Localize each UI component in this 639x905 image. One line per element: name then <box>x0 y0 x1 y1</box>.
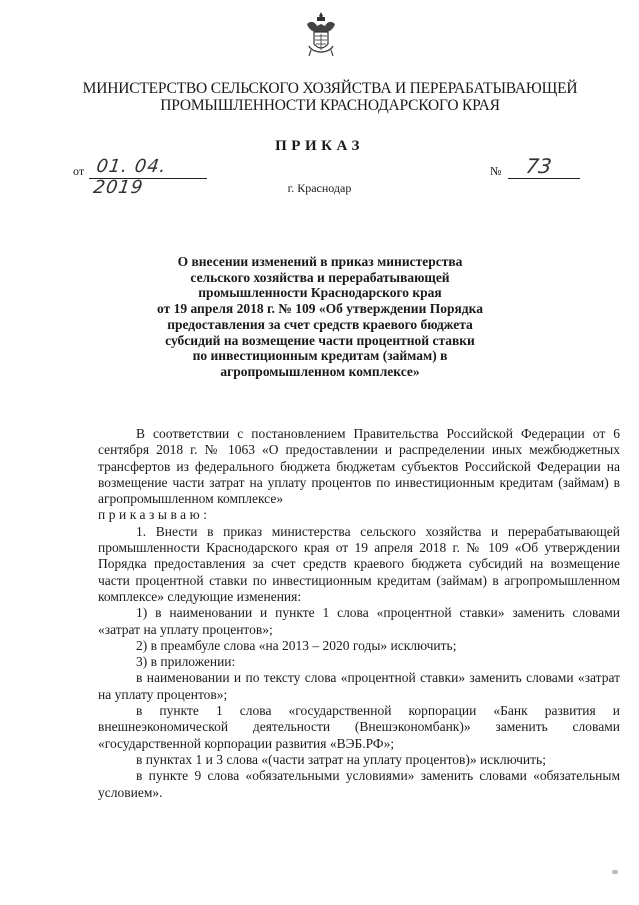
body-subitem-3: 3) в приложении: <box>136 654 236 670</box>
body-subitem-3a: в наименовании и по тексту слова «процентной ставки» заменить словами «затрат на уплату процентов»; <box>98 670 620 702</box>
heading-line: субсидий на возмещение части процентной ставки <box>165 332 475 348</box>
date-underline <box>89 178 207 179</box>
heading-line: по инвестиционным кредитам (займам) в <box>192 348 448 364</box>
order-title: ПРИКАЗ <box>275 138 364 154</box>
body-intro: В соответствии с постановлением Правительства Российской Федерации от 6 сентября 2018 г. № 1063 «О предоставлении и распределении иных межбюджетных трансфертов из федерального бюджета бюджетам субъектов Российской Федерации на возмещение части затрат на уплату процентов по инвестиционным кредитам (займам) в агропромышленном комплексе» <box>98 426 620 507</box>
ministry-line-1: МИНИСТЕРСТВО СЕЛЬСКОГО ХОЗЯЙСТВА И ПЕРЕРАБАТЫВАЮЩЕЙ <box>82 80 578 97</box>
coat-of-arms-icon <box>303 10 339 58</box>
body-subitem-3b: в пункте 1 слова «государственной корпорации «Банк развития и внешнеэкономической деятельности (Внешэкономбанк)» заменить словами «государственной корпорации развития «ВЭБ.РФ»; <box>98 703 620 751</box>
body-item-1: 1. Внести в приказ министерства сельского хозяйства и перерабатывающей промышленности Краснодарского края от 19 апреля 2018 г. № 109 «Об утверждении Порядка предоставления за счет средств краевого бюджета субсидий на возмещение части процентной ставки по инвестиционным кредитам (займам) в агропромышленном комплексе» следующие изменения: <box>98 523 620 604</box>
heading-line: О внесении изменений в приказ министерства <box>177 254 463 269</box>
heading-line: агропромышленном комплексе» <box>220 363 420 379</box>
order-body <box>98 426 620 801</box>
ministry-line-2: ПРОМЫШЛЕННОСТИ КРАСНОДАРСКОГО КРАЯ <box>160 97 500 114</box>
heading-line: промышленности Краснодарского края <box>198 285 442 301</box>
order-date <box>73 156 213 198</box>
order-heading <box>120 254 520 380</box>
city: г. Краснодар <box>287 181 352 195</box>
number-value: 73 <box>524 154 554 178</box>
order-number <box>490 154 590 182</box>
body-subitem-1: 1) в наименовании и пункте 1 слова «процентной ставки» заменить словами «затрат на уплату процентов»; <box>98 605 620 637</box>
heading-line: от 19 апреля 2018 г. № 109 «Об утверждении Порядка <box>157 301 483 317</box>
scan-artifact <box>612 870 618 874</box>
heading-line: предоставления за счет средств краевого бюджета <box>167 316 473 332</box>
body-subitem-3d: в пункте 9 слова «обязательными условиями» заменить словами «обязательным условием». <box>98 768 620 800</box>
order-word: приказываю: <box>98 507 211 523</box>
ministry-name <box>40 80 620 114</box>
number-underline <box>508 178 580 179</box>
number-prefix: № <box>490 164 502 178</box>
date-value: 01. 04. 2019 <box>92 156 168 198</box>
date-prefix: от <box>73 164 85 178</box>
body-subitem-3c: в пунктах 1 и 3 слова «(части затрат на уплату процентов)» исключить; <box>136 751 546 767</box>
body-subitem-2: 2) в преамбуле слова «на 2013 – 2020 годы» исключить; <box>136 637 457 653</box>
heading-line: сельского хозяйства и перерабатывающей <box>190 269 450 285</box>
